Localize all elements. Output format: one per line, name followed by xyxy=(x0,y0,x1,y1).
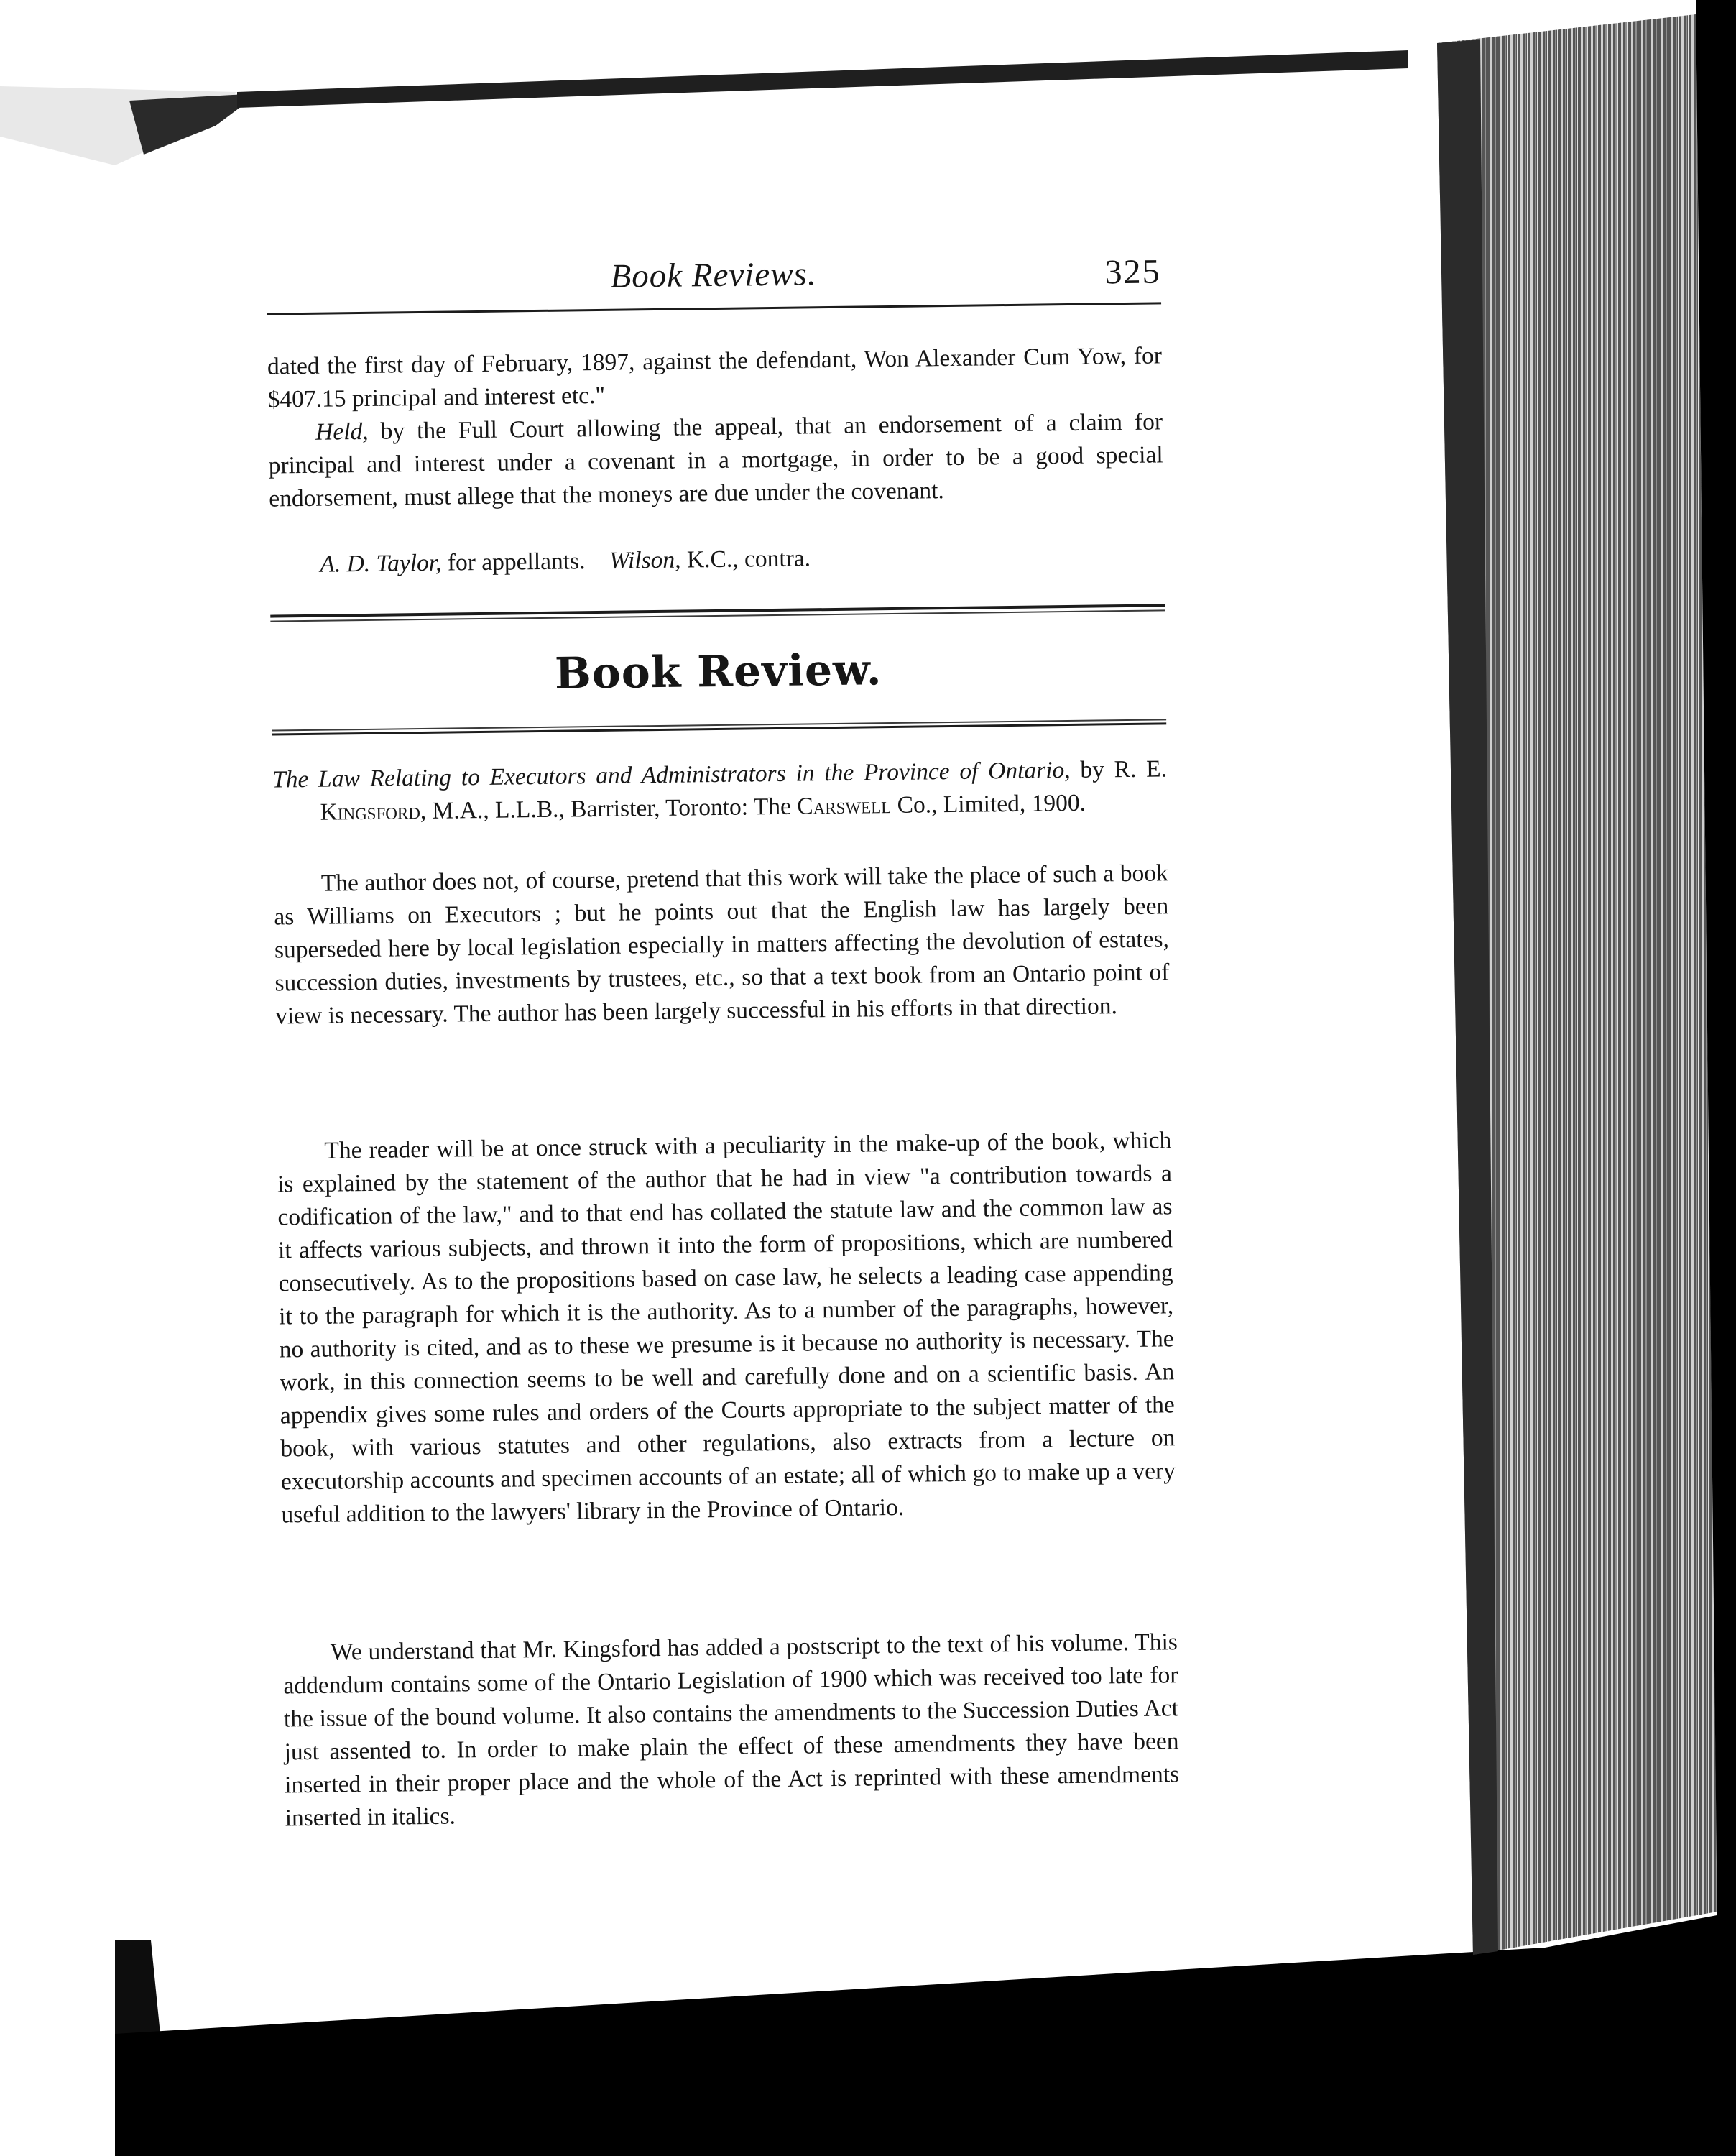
counsel-1-role: for appellants. xyxy=(441,548,586,576)
running-head xyxy=(266,239,1161,300)
review-publisher-name: Carswell xyxy=(797,792,892,820)
held-label: Held, xyxy=(315,418,369,446)
scan-top-edge xyxy=(237,50,1408,108)
review-paragraph-2: The reader will be at once struck with a peculiarity in the make-up of the book, which is explained by the statement of the author that he had in view "a contribution towards a codification of the law," and to that end has collated the statute law and the common law as it affects various subjects, and thrown it into the form of propositions, which are numbered consecutively. As to the propositions based on case law, he selects a leading case appending it to the paragraph for which it is the authority. As to a number of the paragraphs, however, no authority is cited, and as to these we presume is it because no authority is necessary. The work, in this connection seems to be well and carefully done and on a scientific basis. An appendix gives some rules and orders of the Courts appropriate to the subject matter of the book, with various statutes and other regulations, also extracts from a lecture on executorship accounts and specimen accounts of an estate; all of which go to make up a very useful addition to the lawyers' library in the Province of Ontario. xyxy=(277,1127,1176,1529)
section-heading: Book Review. xyxy=(554,645,882,699)
counsel-line xyxy=(320,542,811,581)
review-author-name: Kingsford xyxy=(320,798,421,826)
review-author-post: , M.A., L.L.B., Barrister, Toronto: The xyxy=(420,793,798,825)
held-text: by the Full Court allowing the appeal, that an endorsement of a claim for principal and interest under a covenant in a mortgage, in order to be a good special endorsement, must allege that the moneys are due under the covenant. xyxy=(268,408,1163,512)
counsel-2-role: K.C., contra. xyxy=(680,545,811,573)
page-number: 325 xyxy=(1104,252,1161,292)
section-rule-bottom xyxy=(272,719,1166,738)
case-text-opening: dated the first day of February, 1897, against the defendant, Won Alexander Cum Yow, for $407.15 principal and interest etc." xyxy=(267,342,1163,413)
review-book-title: The Law Relating to Executors and Administrators in the Province of Ontario, xyxy=(272,756,1071,793)
review-paragraph-3: We understand that Mr. Kingsford has added a postscript to the text of his volume. This addendum contains some of the Ontario Legislation of 1900 which was received too late for the issue of the bound volume. It also contains the amendments to the Succession Duties Act just assented to. In order to make plain the effect of these amendments they have been inserted in their proper place and the whole of the Act is reprinted with these amendments inserted in italics. xyxy=(283,1628,1180,1832)
header-rule xyxy=(267,302,1161,315)
counsel-2-name: Wilson, xyxy=(609,546,681,574)
counsel-1-name: A. D. Taylor, xyxy=(320,549,442,578)
book-page xyxy=(266,239,1183,2089)
review-paragraph-1: The author does not, of course, pretend that this work will take the place of such a book as Williams on Executors ; but he points out that the English law has largely been superseded here by local legislation especially in matters affecting the devolution of estates, succession duties, investments by trustees, etc., so that a text book from an Ontario point of view is necessary. The author has been largely successful in his efforts in that direction. xyxy=(274,860,1170,1030)
review-publisher-post: Co., Limited, 1900. xyxy=(891,789,1086,819)
held-paragraph xyxy=(268,405,1164,515)
review-citation xyxy=(272,752,1168,829)
section-rule-top xyxy=(270,604,1165,623)
review-author-pre: by R. E. xyxy=(1070,755,1168,783)
running-head-title: Book Reviews. xyxy=(610,255,817,295)
